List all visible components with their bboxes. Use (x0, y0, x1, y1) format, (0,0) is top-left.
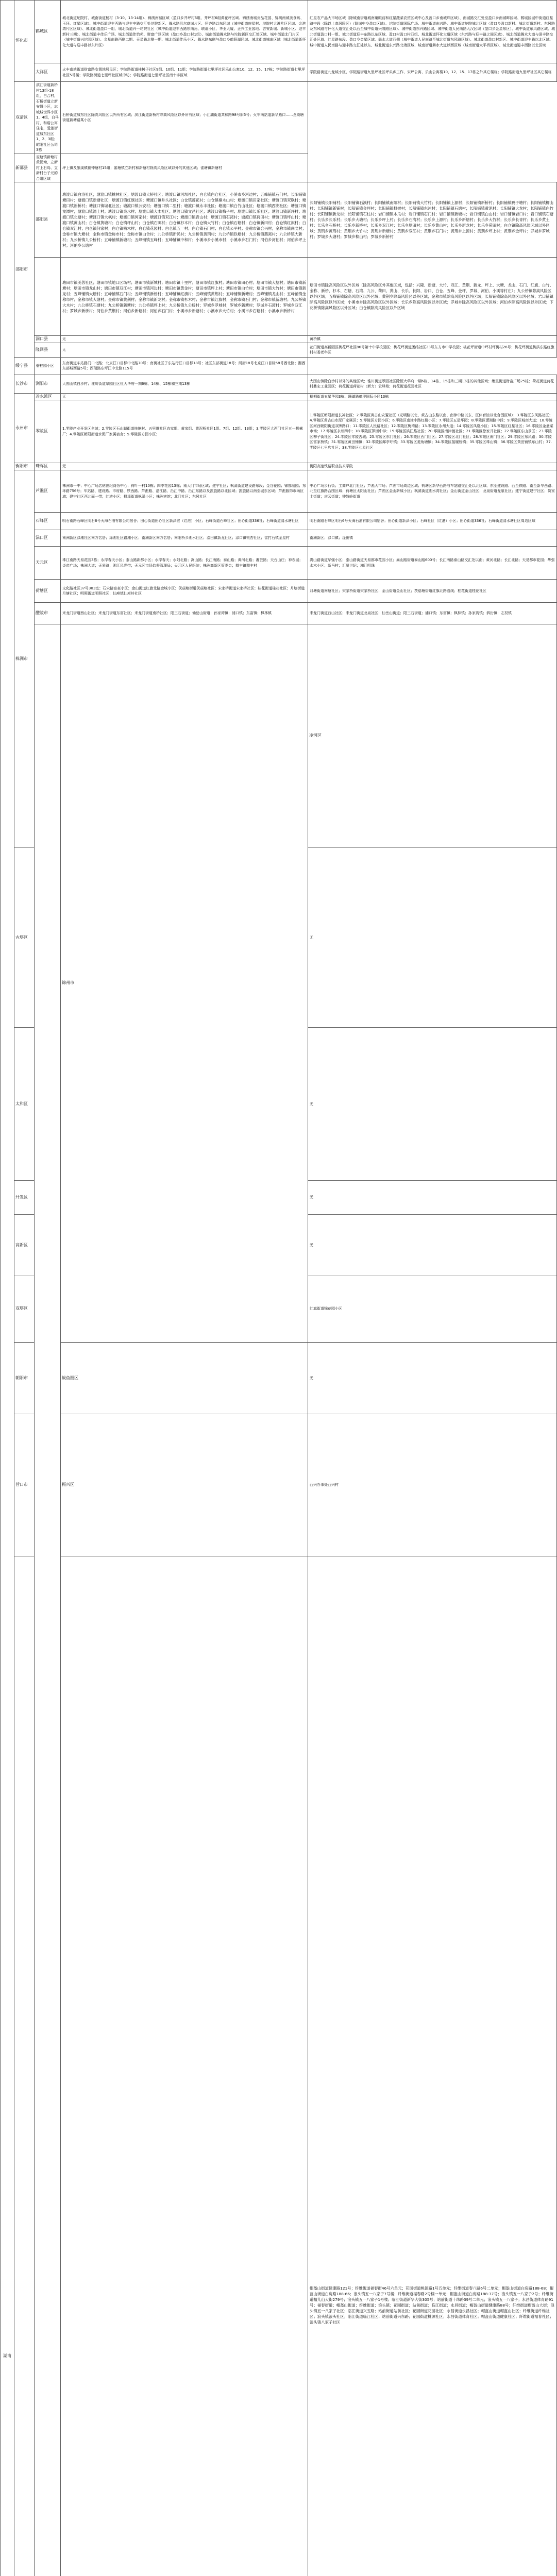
medium-risk-area-cell: 1.零陵区朝阳街道长冲社区；2.零陵区黄古山安置社区（光明路以北、黄古山东路以南、南津中路以东、区体育馆以北合围区域）；3.零陵区东风路社区；4.零陵区黄古山水泥厂家属区；5.零陵区方园小区；6.零陵区南津中路红楼小区；7.零陵区五星华园；8.零陵区潇湘路中段；9.零陵区城南大道；10.零陵区河西朝阳街道双牌路口；11.零陵区人民路社区；12.零陵区梅湾路；13.零陵区永州大道；14.零陵区凤凰小区；15.零陵区红星社区；16.零陵区金盆菜市场；17.零陵区永州四中；18.零陵区萍洲中学；19.零陵区滨江路社区；20.零陵区南津渡社区；21.零陵区徐家井社区；22.零陵区东山景区；23.零陵区柳子街社区；24.零陵区零陵古城；25.零陵区东门社区；26.零陵区西门社区；27.零陵区北门社区；28.零陵区南门社区；29.零陵区东风路；30.零陵区富家桥镇；31.零陵区黄田铺镇；32.零陵区邮亭圩镇；33.零陵区菱角塘镇；34.零陵区接履桥镇；35.零陵区珠山镇；36.零陵区黄田铺镇东山村；37.零陵区七里店社区；38.零陵区七星社区 (308, 400, 557, 463)
medium-risk-area-cell: 石桥街道城东社区除高风险区以外所有区域；滨江街道新桥村除高风险区以外所有区域；小江湖街道共和路98号旧5号；火车南站道新华路口……龙须塘街道新塘路某小区 (61, 82, 308, 154)
high-risk-area-cell: 1.零陵产业开发区全域；2.零陵区石山脚街道扶塘村、五里堆社区农家组、黄家组、黄泥桥社区1组、7组、12组、13组；3.零陵区大西门社区五一机械厂；4.零陵区朝阳街道水泥厂家属宿舍；5.零陵区方园小区； (61, 400, 308, 463)
high-risk-area-cell: 塘渡口镇白洛社区；塘渡口镇桃林社区；塘渡口镇大桥社区；塘渡口镇河坝社区；白仓镇白仓社区；小溪市乡河边村；五峰铺镇石门村；长阳铺镇塘田村；塘渡口镇新塘社区；塘渡口镇红旗社区；塘渡口镇井头社区；白仓镇莲花村；白仓镇楠木山村；塘渡口镇田家社区；塘渡口镇双联村；塘渡口镇新桥村；塘渡口镇城北社区；塘渡口镇公安村；塘渡口镇二里村；塘渡口镇永丰社区；塘渡口镇白竹山社区；塘渡口镇西湖社区；塘渡口镇龙潭村；塘渡口镇湾上村；塘渡口镇泉水村；塘渡口镇大木社区；塘渡口镇文昌社区；塘渡口镇梅子村；塘渡口镇长乐社区；塘渡口镇新坪村；塘渡口镇北塘村；塘渡口镇大枫村；塘渡口镇何家村；塘渡口镇双江村；塘渡口镇青山村；塘渡口镇石湾村；塘渡口镇荷田村；塘渡口镇坪山村；塘渡口镇黄山村；白仓镇黄塘村；白仓镇坪山村；白仓镇石田村；白仓镇杉木村；白仓镇大竹村；白仓镇石塘村；白仓镇新田村；白仓镇红旗村；白仓镇双江村；白仓镇何家村；白仓镇楠木村；白仓镇花园村；白仓镇五一村；白仓镇石门村；白仓镇公平村；金称市镇合兴村；金称市镇尚义村；金称市镇大塘村；金称市镇金称市村；金称市镇白合村；九公桥镇新民村；九公桥镇黄荆村；九公桥镇铁塘村；九公桥镇燕窝村；九公桥镇大新村；九公桥镇九公桥村；五峰铺镇新塘村；五峰铺镇五峰村；五峰铺镇中和村；小溪市乡小溪市村；小溪市乡石门村；河伯乡河伯村；河伯乡坪上村；河伯乡公塘村 (61, 182, 308, 258)
city-cell: 衡阳市 (14, 463, 35, 470)
table-row (1, 463, 557, 470)
table-row (1, 393, 557, 400)
medium-risk-area-cell: 南洲新区；渌口镇；淦田镇 (308, 530, 557, 547)
high-risk-area-cell: 无 (308, 1181, 557, 1215)
district-cell: 珠晖区 (35, 463, 61, 470)
table-row (1, 1, 557, 63)
city-cell: 长沙市 (14, 375, 35, 393)
province-cell: 湖南 (1, 1, 14, 2576)
medium-risk-area-cell: 衡阳高速铁路职业技术学院 (308, 463, 557, 470)
medium-risk-area-cell: 梧桐街道五星华园3栋、珊瑚路德奥国际小区13栋 (308, 393, 557, 400)
high-risk-area-cell: 西兴办事处西兴村 (308, 1414, 557, 1556)
district-cell: 太和区 (14, 1028, 35, 1181)
table-row (1, 470, 557, 513)
district-cell: 渌口区 (35, 530, 61, 547)
high-risk-area-cell: 火车南站街道财富路安置地居民区；学院路街道桂树子社区9组、10组、11组；学院路街道七里坪社区乐山公寓10、12、15、17栋；学院路街道七里坪社区5号楼；学院路街道七里坪社区城中坊；学院路街道七里坪社区南十字区域 (61, 63, 308, 82)
high-risk-area-cell: 碧桂园小区 (35, 357, 61, 375)
table-row (1, 547, 557, 580)
city-cell: 永州市 (14, 393, 35, 463)
district-cell: 大祥区 (35, 63, 61, 82)
high-risk-area-cell: 塘田市镇美蓉社区；塘田市镇地口区场村；塘田市镇新城村；塘田市镇十里村；塘田市镇红旗村；塘田市镇田心村；塘田市镇大塘村；塘田市镇新塘村；塘田市镇龙山村；塘田市镇双江村；塘田市镇河边村；塘田市镇黄金村；塘田市镇坪上村；塘田市镇白竹村；塘田市镇大竹村；塘田市镇新龙村；五峰铺镇大塘村；五峰铺镇石门村；五峰铺镇新桥村；五峰铺镇红旗村；五峰铺镇黄荆村；五峰铺镇新塘村；五峰铺镇龙山村；五峰铺镇金称市村；金称市镇大塘村；金称市镇黄荆村；金称市镇新龙村；金称市镇杉木村；金称市镇红旗村；金称市镇石门村；金称市镇新塘村；九公桥镇大木村；九公桥镇石塘村；九公桥镇新塘村；九公桥镇坪上村；九公桥镇九公桥村；罗城乡罗城村；罗城乡新塘村；罗城乡石湾村；罗城乡双江村；罗城乡新桥村；河伯乡黄荆村；河伯乡新塘村；河伯乡石门村；小溪市乡新塘村；小溪市乡大竹村；小溪市乡石塘村；小溪市乡新桥村 (61, 258, 308, 336)
high-risk-area-cell: 文化路社区37号303室；石宋路富豪小区；金山街道红旗北路金城小区；茨菇塘街道茨菇塘社区；宋家桥街道宋家桥社区；桂花街道桂花社区；月塘街道月塘社区；明照街道明照社区；仙庾镇仙庾岭社区 (61, 580, 308, 603)
district-cell: 冷水滩区 (35, 393, 61, 400)
table-row (1, 154, 557, 182)
high-risk-area-cell: 无 (61, 463, 308, 470)
table-row (1, 357, 557, 375)
medium-risk-area-cell: 塘田市镇除高风险区以外区域（除高风险区外其他区域，包括：兴隆、新塘、大竹、双江、黄荆、新龙、坪上、大塘、龙山、石门、红旗、白竹、金称、新桥、杉木、石塘、石湾、九公、荷田、黄山、长乐、长阳、岩口、白仓、五峰、金坪、罗城、河伯、小溪等村庄）；九公桥镇除高风险区以外区域；五峰铺镇除高风险区以外区域；黄荆乡除高风险区以外区域；金称市镇除高风险区以外区域；长阳铺镇除高风险区以外区域；岩口铺镇除高风险区以外区域；小溪市乡除高风险区以外区域；长乐乡除高风险区以外区域；罗城乡除高风险区以外区域；河伯乡除高风险区以外区域；下花桥镇除高风险区以外区域；白仓镇除高风险区以外区域 (308, 258, 557, 336)
high-risk-area-cell: 城北街道坨院村、城南街道杨村（3-10、13-14组）、锦绣南城区域（盈口乡井坪村5组、井坪村6组黄花坪区域、锦绣南城贡品花园、锦绣南城美食坊、玉环、红星区域）、城中街道迎丰西路与迎丰中路交汇处坨院新区、舞水路贝尔商城片区、怀杏路以东区域（城中街道府星村、坨院村大滩片区区域、金港湾片区区域）、城北街道盈口一组、城北街道兴一坨院社区（城中街道迎丰西路东南角、联谊小区、华业大厦、正兴工业园地、吉安新城、新城小区、迎丰新村三期）、城北街道丰佳乐广场、城北街道佳怡苑、财富广场区域（盈口乡盈口村1组）、城南街道舞水路与坨院新区交汇处区域、城中街道北门片区（城中街道兴坨园区域）、金星南路西侧二期、天星路北侧一期、城北街道佳乐小区、舞水路东侧与盈口乡鹤阳湖区域、城北街道城南区域（城北街道新怀化大道与迎丰路以东片区） (61, 1, 308, 63)
district-cell (35, 258, 61, 336)
medium-risk-area-cell: 中心广场步行街；工商户北门社区；芦淞大市场；芦淞市场周边区域；荷塘区新华西路与车站路交汇处以北区域、东至建设路、西至铁路、南至新华西路、北至红旗路合围区域；荷塘区太阳山社区；芦淞区金山新城小区；枫溪街道湘水湾社区；金山街道金山社区；龙泉街道龙泉社区；建宁街道建宁社区；贺家土街道；庆云街道；钟鼓岭街道 (308, 470, 557, 513)
medium-risk-area-cell: 长阳铺镇长阳铺村；长阳铺镇石溪村；长阳铺镇南阳村；长阳铺镇大竹村；长阳铺镇上源村；长阳铺镇新桥村；长阳铺镇鸭子塘村；长阳铺镇柳山村；长阳铺镇新铺村；长阳铺镇金坪村；长阳铺镇枫树村；长阳铺镇东冲村；长阳铺镇石塘村；长阳铺镇黄泥村；长阳铺镇大龙村；长阳铺镇白竹村；长阳铺镇新龙村；长阳铺镇石柱村；岩口铺镇木瓜村；岩口铺镇石门村；岩口铺镇新塘村；岩口铺镇白山村；岩口铺镇岩口村；岩口铺镇石塘村；长乐乡长乐村；长乐乡大塘村；长乐乡坪上村；长乐乡石湾村；长乐乡上源村；长乐乡新塘村；长乐乡大竹村；长乐乡长青村；长乐乡黄土村；长乐乡石桥村；长乐乡新桥村；长乐乡双江村；长乐乡塘田村；长乐乡黄山村；长乐乡新龙村；长乐乡荷田村；白仓镇除高风险区域以外区域；黄荆乡黄荆村；黄荆乡大竹村；黄荆乡新塘村；黄荆乡双江村；黄荆乡石门村；黄荆乡上源村；黄荆乡坪上村；黄荆乡金坪村；罗城乡罗城村；罗城乡大塘村；罗城乡柳山村；罗城乡新桥村 (308, 182, 557, 258)
high-risk-area-cell: 无 (308, 1215, 557, 1276)
high-risk-area-cell: 株洲市一中；中心广场店钻世纪商务中心；荷叶一村10栋；四季花园13栋；南大门市场区域；建宁社区；枫溪街道建设路东段；金谷花园；锦都丽园；东环路756号；车站路、建设路、市府路、铁西路、芦淞路、沿江路、沿江中路、沿江东路以及凯旋路以北区域；凯旋路以南至城东区域；芦淞服饰市场区域；建宁社区西北面一带；红港小区；枫溪街道枫溪小区；株洲宾馆；北门社区；东风社区 (61, 470, 308, 513)
table-row (1, 1414, 557, 1556)
table-row (1, 258, 557, 336)
medium-risk-area-cell: 明石南路石峰区明石6号天海石油有限公司宿舍；田心街道新泽小区；石峰社区（红港）小区；田心街道336社；石峰街道清水塘社区周边区域 (308, 513, 557, 530)
medium-risk-area-cell: 来龙门街道西山社区；来龙门街道龙泉社区；仙岳山街道；阳三石街道；浦口镇；东富镇；枫林镇；孙家湾镇；泗汾镇；左权镇 (308, 603, 557, 624)
table-row (1, 82, 557, 154)
table-row (1, 580, 557, 603)
medium-risk-area-cell: 黄桥镇 (308, 336, 557, 343)
table-row (1, 603, 557, 624)
medium-risk-area-cell: 坪上镇及酿溪镇铜钟塘村15组；雀塘镇立新村和新塘村除高风险区域以外的其他区域；雀塘镇新塘村 (61, 154, 308, 182)
city-cell: 怀化市 (14, 1, 35, 82)
high-risk-area-cell: 珠江南路天易花园3栋；永岸春天小区；泰山路新都小区；水岸春天；水阳北路；嵩山路；长江南路；泰山路；黄河北路；湘芸路；天台山庄；神农城；炎帝广场；株洲大道；天易路；湘江风光带；天元区市场监督管理局；天元区人民医院；株洲高新区管委会；群丰镇群丰村 (61, 547, 308, 580)
medium-risk-area-cell: 红星农产品大市场区域（除城南街道城南巢眼前和红星蔬菜农贸区域中心及盈口乡南城畔区域）、南城路交汇处至盈口乡南城畔区域、鹤城区城中街道红星路中段（除以上高风险区）（除城中乡盈口区域）、坨院街道国际广场、城中街道东兴路、城中街道坨院城北区域（盈口乡盈口新村、城北街道新村、东风路及东风路与怀化大道交汇处以西至城中街道兴隆路区域）、城中街道东兴路区域、城中街道人民南路大汉区域（盈口乡金星东区）、城中街道东风路区域、城北街道盈口村一组、城北街道迎丰东路以东区域、盈口村盈口村四组、城北街道怀化大道区域（东兴路与迎丰路之间区域）、城北街道舞水大道与迎丰路交汇处区域、红星路东段、盈口乡金星区域、舞水大道西侧（城中街道人民南路至城北街道东风路区域）、城北街道盈口村新区、城中街道迎丰路以北区域、城中街道人民南路与迎丰路交汇处以东、城北街道东兴路北端区域、城南街道舞水大道以西区域（城南街道太平桥区域）、城北街道迎丰西路以北区域 (308, 1, 557, 63)
district-cell: 芦淞区 (35, 470, 61, 513)
medium-risk-area-cell: 大围山镇除白沙村以外的其他区域；淮川街道翠园社区除恒大华府一期6栋、14栋、15栋和三期13栋的其他区域；集里街道财富广场25栋；荷花街道荷花村鼎宏工业园区；荷花街道荷花村（新力）云峰苑；荷花街道花园社区 (308, 375, 557, 393)
medium-risk-area-cell: 东南街道车站路门口北路；北京江口目标中北路70号；南街社区子东站行江口目标18号；社区东部街道18号；河街18号北京江口目标58号西北路；湘西东部城西路5号；西瑞路东坪江中北路115号 (61, 357, 308, 375)
table-row (1, 1342, 557, 1414)
medium-risk-area-cell: 花门街道高新园区桃花坪社区86号第十中学校园区；桃花坪街道团结社区23号东方市中学校园；桃花坪街道中坪村坪街村26号；桃花坪街道桃洪东路红旗村村委老年区 (308, 343, 557, 357)
high-risk-area-cell: 明石南路石峰区明石6号天海石油有限公司宿舍；田心街道田心社区新泽宏（红港）小区；石峰街道石峰社区；田心街道336社；石峰街道清水塘社区 (61, 513, 308, 530)
high-risk-area-cell: 滨江街道新桥村13组-18组，白合村，石桥街道立新安置小区，志城城世界小区1、4组，白马村，和谐公寓住宅，爱莲街道城东社区1、2、3组；昭阳社区公司3栋 (35, 82, 61, 154)
table-row (1, 343, 557, 357)
high-risk-area-cell: 无 (61, 393, 308, 400)
city-cell: 锦州市 (61, 624, 308, 1343)
province-cell (35, 624, 61, 2576)
table-row (1, 400, 557, 463)
risk-area-table-body (1, 1, 557, 2576)
district-cell: 鲅鱼圈区 (61, 1342, 308, 1414)
table-row (1, 182, 557, 258)
city-cell: 营口市 (14, 1414, 35, 1556)
district-cell: 双清区 (14, 82, 35, 154)
district-cell: 鹤城区 (35, 1, 61, 63)
city-cell (14, 1556, 35, 2576)
medium-risk-area-cell: 嵩山路街道华强小区；泰山路街道天易都市花园小区；嵩山路街道泰山路600号；长江南路泰山路交汇处以南；黄河北路；长江北路；天易都市花园；华强水木小区；新马村；汇景世纪；湘江明珠 (308, 547, 557, 580)
high-risk-area-cell: 南洲新区渌湘社区南方名居；渌湘社区鑫湘小区；南洲新区南方名居；南阳桥乡湘水社区；淦田镇新龙社区；渌口镇银杏社区；雷打石镇金星村 (61, 530, 308, 547)
high-risk-area-cell: 来龙门街道西山社区；来龙门街道东富社区；来龙门街道南桥社区；阳三石街道；仙岳山街道；孙家湾镇；浦口镇；东富镇；枫林镇 (61, 603, 308, 624)
high-risk-area-cell: 无 (308, 848, 557, 1028)
district-cell: 凌河区 (308, 624, 557, 848)
table-row (1, 513, 557, 530)
medium-risk-area-cell: 月塘街道南塘社区；宋家桥街道宋家桥社区；金山街道金山社区；茨菇塘街道红旗北路沿线；桂花街道桂花社区 (308, 580, 557, 603)
district-cell: 绥宁县 (14, 357, 35, 375)
district-cell: 零陵区 (35, 400, 61, 463)
high-risk-area-cell: 无 (308, 1028, 557, 1181)
district-cell: 开发区 (14, 1181, 35, 1215)
district-cell: 邵阳县 (35, 182, 61, 258)
district-cell: 洞口县 (35, 336, 61, 343)
district-cell: 隆回县 (35, 343, 61, 357)
table-row (1, 1556, 557, 2576)
district-cell: 荷塘区 (35, 580, 61, 603)
district-cell (61, 1556, 308, 2576)
high-risk-area-cell: 大围山镇白沙村；淮川街道翠园社区恒大华府一期6栋、14栋、15栋和三期13栋 (61, 375, 308, 393)
district-cell: 浏阳市 (35, 375, 61, 393)
district-cell: 醴陵市 (35, 603, 61, 624)
table-row (1, 336, 557, 343)
high-risk-area-cell: 无 (61, 336, 308, 343)
high-risk-area-cell: 无 (61, 343, 308, 357)
high-risk-area-cell: 帽盔山街道健康路121号；纤维街道福春街46号六单元；花园街道桃源路1号五单元；纤维街道春八路6号二单元；帽盔山街道白房路188-68；帽盔山街道白房路188-66；浪头镇五一八家子7号楼；纤维街道福春路2号楼一单元；帽盔山街道白房路188-37号；浪头镇五一八家子2号；纤维街道帽儿山大街279号；浪头镇五一八家子1号楼；临江街道新华大街305号；站前街道十纬路39号二单元；浪头镇五一八家子；永昌街道体育路91号；福春街道；帽盔山街道；纤维街道；浪头镇；花园街道；站前街道；临江街道；永昌街道；帽盔山街道健康路88号；纤维街道帽盔山大街；浪头镇五一八家子社区；临江街道兴五路；站前街道站前社区；花园街道花园社区；永昌街道永昌社区；帽盔山街道帽盔山社区；纤维街道纤维社区；浪头镇浪头社区；临江街道临江社区；站前街道兴东路；花园街道桃源社区；永昌街道体育社区；帽盔山街道健康社区；纤维街道福春社区；浪头镇八家子社区 (308, 1556, 557, 2576)
city-cell: 朝阳市 (14, 1342, 35, 1414)
district-cell: 天元区 (35, 547, 61, 580)
district-cell: 新邵县 (14, 154, 35, 182)
city-cell: 株洲市 (14, 470, 35, 848)
district-cell: 高新区 (14, 1215, 35, 1276)
table-row (1, 624, 557, 848)
table-row (1, 375, 557, 393)
high-risk-area-cell: 红旗街道锦花园小区 (308, 1276, 557, 1342)
district-cell: 双塔区 (14, 1276, 35, 1342)
high-risk-area-cell: 雀塘镇新塘村黄泥坳、立新村上石岛、立新村台子元的合组区域 (35, 154, 61, 182)
medium-risk-area-cell: 学院路街道九龙城小区、学院路街道九里坪社区坪头乡工作、宋坪公寓、乐山公寓楼10、12、15、17栋之外其它楼栋；学院路街道九里坪社区其它楼栋 (308, 63, 557, 82)
district-cell: 振兴区 (61, 1414, 308, 1556)
high-risk-area-cell: 无 (308, 1342, 557, 1414)
table-row (1, 63, 557, 82)
district-cell: 古塔区 (14, 848, 35, 1028)
city-cell: 邵阳市 (14, 182, 35, 358)
table-row (1, 530, 557, 547)
district-cell: 石峰区 (35, 513, 61, 530)
